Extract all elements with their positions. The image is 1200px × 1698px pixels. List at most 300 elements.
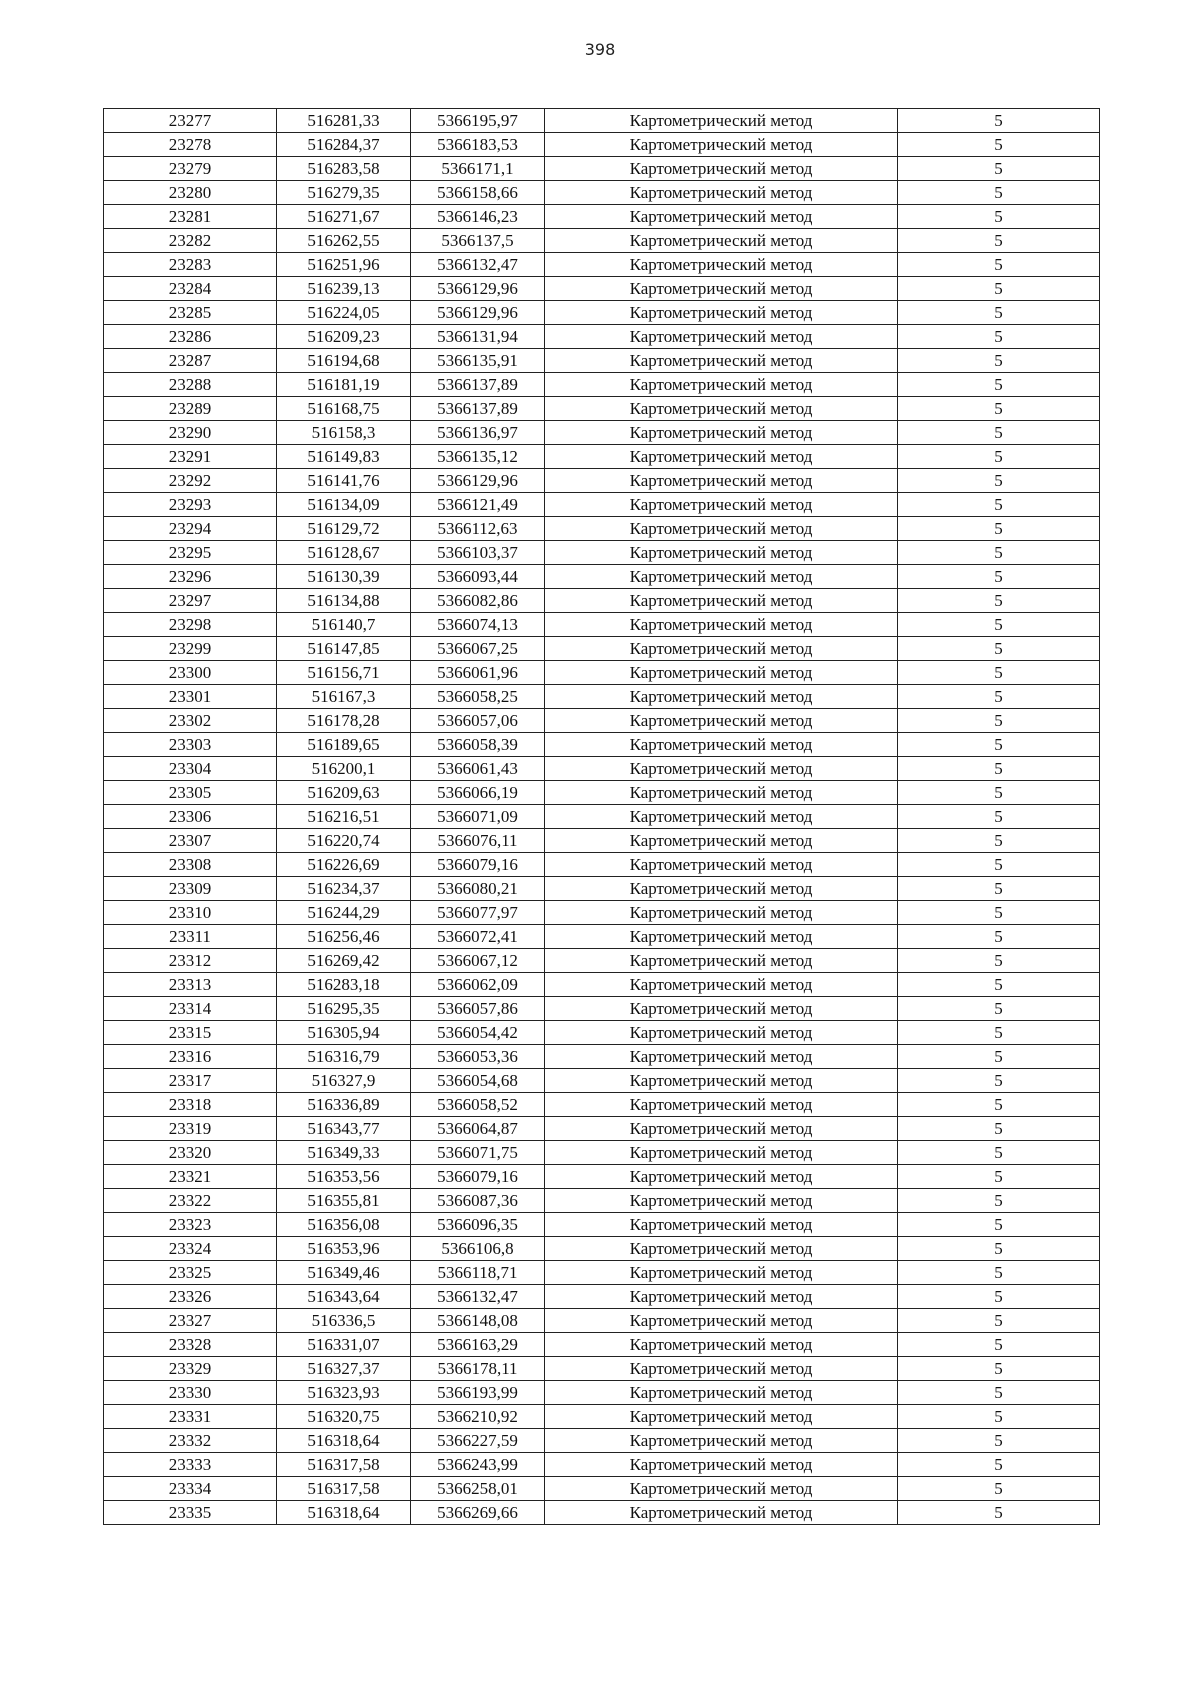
point-number-cell: 23299 <box>104 637 277 661</box>
table-row <box>104 805 1100 829</box>
table-row <box>104 325 1100 349</box>
method-cell: Картометрический метод <box>545 349 898 373</box>
method-cell: Картометрический метод <box>545 325 898 349</box>
method-cell: Картометрический метод <box>545 1501 898 1525</box>
point-number-cell: 23317 <box>104 1069 277 1093</box>
method-cell: Картометрический метод <box>545 973 898 997</box>
table-row <box>104 685 1100 709</box>
table-row <box>104 421 1100 445</box>
y-coordinate-cell: 5366129,96 <box>411 469 545 493</box>
method-cell: Картометрический метод <box>545 589 898 613</box>
point-number-cell: 23323 <box>104 1213 277 1237</box>
x-coordinate-cell: 516209,23 <box>277 325 411 349</box>
point-number-cell: 23324 <box>104 1237 277 1261</box>
point-number-cell: 23302 <box>104 709 277 733</box>
y-coordinate-cell: 5366171,1 <box>411 157 545 181</box>
method-cell: Картометрический метод <box>545 1069 898 1093</box>
accuracy-cell: 5 <box>898 1309 1100 1333</box>
accuracy-cell: 5 <box>898 877 1100 901</box>
accuracy-cell: 5 <box>898 1261 1100 1285</box>
x-coordinate-cell: 516283,58 <box>277 157 411 181</box>
x-coordinate-cell: 516158,3 <box>277 421 411 445</box>
point-number-cell: 23321 <box>104 1165 277 1189</box>
x-coordinate-cell: 516336,5 <box>277 1309 411 1333</box>
method-cell: Картометрический метод <box>545 1285 898 1309</box>
accuracy-cell: 5 <box>898 1357 1100 1381</box>
table-row <box>104 589 1100 613</box>
point-number-cell: 23300 <box>104 661 277 685</box>
x-coordinate-cell: 516316,79 <box>277 1045 411 1069</box>
y-coordinate-cell: 5366072,41 <box>411 925 545 949</box>
table-row <box>104 1117 1100 1141</box>
point-number-cell: 23286 <box>104 325 277 349</box>
point-number-cell: 23318 <box>104 1093 277 1117</box>
accuracy-cell: 5 <box>898 1093 1100 1117</box>
point-number-cell: 23310 <box>104 901 277 925</box>
method-cell: Картометрический метод <box>545 1093 898 1117</box>
table-row <box>104 973 1100 997</box>
y-coordinate-cell: 5366058,39 <box>411 733 545 757</box>
method-cell: Картометрический метод <box>545 469 898 493</box>
table-row <box>104 1381 1100 1405</box>
table-row <box>104 1285 1100 1309</box>
accuracy-cell: 5 <box>898 925 1100 949</box>
accuracy-cell: 5 <box>898 1021 1100 1045</box>
x-coordinate-cell: 516234,37 <box>277 877 411 901</box>
accuracy-cell: 5 <box>898 1117 1100 1141</box>
table-row <box>104 1189 1100 1213</box>
method-cell: Картометрический метод <box>545 133 898 157</box>
point-number-cell: 23278 <box>104 133 277 157</box>
point-number-cell: 23316 <box>104 1045 277 1069</box>
x-coordinate-cell: 516281,33 <box>277 109 411 133</box>
y-coordinate-cell: 5366148,08 <box>411 1309 545 1333</box>
y-coordinate-cell: 5366195,97 <box>411 109 545 133</box>
accuracy-cell: 5 <box>898 1501 1100 1525</box>
point-number-cell: 23320 <box>104 1141 277 1165</box>
table-row <box>104 1261 1100 1285</box>
table-row <box>104 1477 1100 1501</box>
y-coordinate-cell: 5366074,13 <box>411 613 545 637</box>
accuracy-cell: 5 <box>898 133 1100 157</box>
method-cell: Картометрический метод <box>545 997 898 1021</box>
point-number-cell: 23311 <box>104 925 277 949</box>
point-number-cell: 23326 <box>104 1285 277 1309</box>
page-number: 398 <box>584 40 616 59</box>
point-number-cell: 23288 <box>104 373 277 397</box>
point-number-cell: 23313 <box>104 973 277 997</box>
method-cell: Картометрический метод <box>545 949 898 973</box>
accuracy-cell: 5 <box>898 1189 1100 1213</box>
table-row <box>104 733 1100 757</box>
x-coordinate-cell: 516189,65 <box>277 733 411 757</box>
table-row <box>104 829 1100 853</box>
y-coordinate-cell: 5366163,29 <box>411 1333 545 1357</box>
table-row <box>104 277 1100 301</box>
method-cell: Картометрический метод <box>545 1405 898 1429</box>
y-coordinate-cell: 5366053,36 <box>411 1045 545 1069</box>
method-cell: Картометрический метод <box>545 1045 898 1069</box>
accuracy-cell: 5 <box>898 325 1100 349</box>
method-cell: Картометрический метод <box>545 301 898 325</box>
point-number-cell: 23279 <box>104 157 277 181</box>
point-number-cell: 23277 <box>104 109 277 133</box>
table-row <box>104 661 1100 685</box>
x-coordinate-cell: 516156,71 <box>277 661 411 685</box>
table-row <box>104 1429 1100 1453</box>
coordinates-table-body <box>104 109 1100 1525</box>
point-number-cell: 23281 <box>104 205 277 229</box>
x-coordinate-cell: 516244,29 <box>277 901 411 925</box>
point-number-cell: 23334 <box>104 1477 277 1501</box>
y-coordinate-cell: 5366058,25 <box>411 685 545 709</box>
point-number-cell: 23329 <box>104 1357 277 1381</box>
x-coordinate-cell: 516141,76 <box>277 469 411 493</box>
y-coordinate-cell: 5366135,12 <box>411 445 545 469</box>
x-coordinate-cell: 516284,37 <box>277 133 411 157</box>
point-number-cell: 23291 <box>104 445 277 469</box>
point-number-cell: 23332 <box>104 1429 277 1453</box>
table-row <box>104 1357 1100 1381</box>
x-coordinate-cell: 516194,68 <box>277 349 411 373</box>
x-coordinate-cell: 516269,42 <box>277 949 411 973</box>
accuracy-cell: 5 <box>898 373 1100 397</box>
accuracy-cell: 5 <box>898 1069 1100 1093</box>
coordinates-table <box>103 108 1100 1525</box>
accuracy-cell: 5 <box>898 949 1100 973</box>
y-coordinate-cell: 5366076,11 <box>411 829 545 853</box>
accuracy-cell: 5 <box>898 829 1100 853</box>
point-number-cell: 23293 <box>104 493 277 517</box>
table-row <box>104 949 1100 973</box>
x-coordinate-cell: 516178,28 <box>277 709 411 733</box>
table-row <box>104 781 1100 805</box>
table-row <box>104 1309 1100 1333</box>
y-coordinate-cell: 5366093,44 <box>411 565 545 589</box>
y-coordinate-cell: 5366129,96 <box>411 277 545 301</box>
y-coordinate-cell: 5366054,42 <box>411 1021 545 1045</box>
x-coordinate-cell: 516318,64 <box>277 1429 411 1453</box>
point-number-cell: 23297 <box>104 589 277 613</box>
table-row <box>104 757 1100 781</box>
table-row <box>104 565 1100 589</box>
accuracy-cell: 5 <box>898 637 1100 661</box>
table-row <box>104 397 1100 421</box>
method-cell: Картометрический метод <box>545 1477 898 1501</box>
method-cell: Картометрический метод <box>545 853 898 877</box>
table-row <box>104 133 1100 157</box>
table-row <box>104 1501 1100 1525</box>
table-row <box>104 469 1100 493</box>
accuracy-cell: 5 <box>898 493 1100 517</box>
accuracy-cell: 5 <box>898 1381 1100 1405</box>
x-coordinate-cell: 516209,63 <box>277 781 411 805</box>
y-coordinate-cell: 5366067,12 <box>411 949 545 973</box>
method-cell: Картометрический метод <box>545 829 898 853</box>
x-coordinate-cell: 516134,88 <box>277 589 411 613</box>
table-row <box>104 157 1100 181</box>
method-cell: Картометрический метод <box>545 637 898 661</box>
y-coordinate-cell: 5366061,43 <box>411 757 545 781</box>
accuracy-cell: 5 <box>898 901 1100 925</box>
y-coordinate-cell: 5366137,89 <box>411 373 545 397</box>
accuracy-cell: 5 <box>898 253 1100 277</box>
x-coordinate-cell: 516140,7 <box>277 613 411 637</box>
y-coordinate-cell: 5366061,96 <box>411 661 545 685</box>
accuracy-cell: 5 <box>898 1429 1100 1453</box>
method-cell: Картометрический метод <box>545 517 898 541</box>
table-row <box>104 925 1100 949</box>
table-row <box>104 349 1100 373</box>
method-cell: Картометрический метод <box>545 109 898 133</box>
x-coordinate-cell: 516149,83 <box>277 445 411 469</box>
y-coordinate-cell: 5366121,49 <box>411 493 545 517</box>
y-coordinate-cell: 5366079,16 <box>411 1165 545 1189</box>
x-coordinate-cell: 516130,39 <box>277 565 411 589</box>
y-coordinate-cell: 5366066,19 <box>411 781 545 805</box>
point-number-cell: 23290 <box>104 421 277 445</box>
point-number-cell: 23301 <box>104 685 277 709</box>
x-coordinate-cell: 516251,96 <box>277 253 411 277</box>
method-cell: Картометрический метод <box>545 373 898 397</box>
accuracy-cell: 5 <box>898 1237 1100 1261</box>
accuracy-cell: 5 <box>898 757 1100 781</box>
method-cell: Картометрический метод <box>545 253 898 277</box>
table-row <box>104 253 1100 277</box>
x-coordinate-cell: 516167,3 <box>277 685 411 709</box>
table-row <box>104 613 1100 637</box>
accuracy-cell: 5 <box>898 229 1100 253</box>
y-coordinate-cell: 5366269,66 <box>411 1501 545 1525</box>
table-row <box>104 373 1100 397</box>
y-coordinate-cell: 5366057,06 <box>411 709 545 733</box>
accuracy-cell: 5 <box>898 541 1100 565</box>
point-number-cell: 23304 <box>104 757 277 781</box>
accuracy-cell: 5 <box>898 565 1100 589</box>
accuracy-cell: 5 <box>898 1453 1100 1477</box>
accuracy-cell: 5 <box>898 661 1100 685</box>
method-cell: Картометрический метод <box>545 757 898 781</box>
method-cell: Картометрический метод <box>545 1309 898 1333</box>
method-cell: Картометрический метод <box>545 1333 898 1357</box>
point-number-cell: 23325 <box>104 1261 277 1285</box>
x-coordinate-cell: 516279,35 <box>277 181 411 205</box>
x-coordinate-cell: 516331,07 <box>277 1333 411 1357</box>
table-row <box>104 181 1100 205</box>
point-number-cell: 23335 <box>104 1501 277 1525</box>
accuracy-cell: 5 <box>898 685 1100 709</box>
accuracy-cell: 5 <box>898 181 1100 205</box>
method-cell: Картометрический метод <box>545 613 898 637</box>
y-coordinate-cell: 5366135,91 <box>411 349 545 373</box>
point-number-cell: 23289 <box>104 397 277 421</box>
table-row <box>104 1141 1100 1165</box>
y-coordinate-cell: 5366118,71 <box>411 1261 545 1285</box>
table-row <box>104 637 1100 661</box>
table-row <box>104 229 1100 253</box>
table-row <box>104 493 1100 517</box>
point-number-cell: 23282 <box>104 229 277 253</box>
y-coordinate-cell: 5366227,59 <box>411 1429 545 1453</box>
y-coordinate-cell: 5366079,16 <box>411 853 545 877</box>
y-coordinate-cell: 5366064,87 <box>411 1117 545 1141</box>
method-cell: Картометрический метод <box>545 1213 898 1237</box>
table-row <box>104 1165 1100 1189</box>
y-coordinate-cell: 5366082,86 <box>411 589 545 613</box>
method-cell: Картометрический метод <box>545 1261 898 1285</box>
point-number-cell: 23319 <box>104 1117 277 1141</box>
point-number-cell: 23315 <box>104 1021 277 1045</box>
x-coordinate-cell: 516317,58 <box>277 1453 411 1477</box>
table-row <box>104 901 1100 925</box>
x-coordinate-cell: 516220,74 <box>277 829 411 853</box>
table-row <box>104 517 1100 541</box>
accuracy-cell: 5 <box>898 589 1100 613</box>
method-cell: Картометрический метод <box>545 397 898 421</box>
method-cell: Картометрический метод <box>545 229 898 253</box>
method-cell: Картометрический метод <box>545 733 898 757</box>
accuracy-cell: 5 <box>898 349 1100 373</box>
accuracy-cell: 5 <box>898 805 1100 829</box>
x-coordinate-cell: 516343,64 <box>277 1285 411 1309</box>
x-coordinate-cell: 516327,37 <box>277 1357 411 1381</box>
x-coordinate-cell: 516168,75 <box>277 397 411 421</box>
accuracy-cell: 5 <box>898 613 1100 637</box>
x-coordinate-cell: 516317,58 <box>277 1477 411 1501</box>
method-cell: Картометрический метод <box>545 445 898 469</box>
accuracy-cell: 5 <box>898 997 1100 1021</box>
y-coordinate-cell: 5366131,94 <box>411 325 545 349</box>
accuracy-cell: 5 <box>898 1165 1100 1189</box>
y-coordinate-cell: 5366258,01 <box>411 1477 545 1501</box>
method-cell: Картометрический метод <box>545 1429 898 1453</box>
y-coordinate-cell: 5366071,09 <box>411 805 545 829</box>
x-coordinate-cell: 516128,67 <box>277 541 411 565</box>
y-coordinate-cell: 5366087,36 <box>411 1189 545 1213</box>
x-coordinate-cell: 516239,13 <box>277 277 411 301</box>
y-coordinate-cell: 5366077,97 <box>411 901 545 925</box>
method-cell: Картометрический метод <box>545 781 898 805</box>
point-number-cell: 23294 <box>104 517 277 541</box>
y-coordinate-cell: 5366193,99 <box>411 1381 545 1405</box>
method-cell: Картометрический метод <box>545 709 898 733</box>
x-coordinate-cell: 516353,56 <box>277 1165 411 1189</box>
table-row <box>104 1333 1100 1357</box>
x-coordinate-cell: 516147,85 <box>277 637 411 661</box>
x-coordinate-cell: 516129,72 <box>277 517 411 541</box>
y-coordinate-cell: 5366146,23 <box>411 205 545 229</box>
table-row <box>104 877 1100 901</box>
method-cell: Картометрический метод <box>545 1117 898 1141</box>
accuracy-cell: 5 <box>898 853 1100 877</box>
table-row <box>104 445 1100 469</box>
y-coordinate-cell: 5366178,11 <box>411 1357 545 1381</box>
table-row <box>104 205 1100 229</box>
point-number-cell: 23292 <box>104 469 277 493</box>
accuracy-cell: 5 <box>898 109 1100 133</box>
x-coordinate-cell: 516336,89 <box>277 1093 411 1117</box>
point-number-cell: 23283 <box>104 253 277 277</box>
method-cell: Картометрический метод <box>545 1021 898 1045</box>
x-coordinate-cell: 516343,77 <box>277 1117 411 1141</box>
point-number-cell: 23309 <box>104 877 277 901</box>
method-cell: Картометрический метод <box>545 1237 898 1261</box>
table-row <box>104 1405 1100 1429</box>
y-coordinate-cell: 5366096,35 <box>411 1213 545 1237</box>
accuracy-cell: 5 <box>898 157 1100 181</box>
accuracy-cell: 5 <box>898 1333 1100 1357</box>
x-coordinate-cell: 516295,35 <box>277 997 411 1021</box>
x-coordinate-cell: 516181,19 <box>277 373 411 397</box>
point-number-cell: 23331 <box>104 1405 277 1429</box>
x-coordinate-cell: 516134,09 <box>277 493 411 517</box>
x-coordinate-cell: 516262,55 <box>277 229 411 253</box>
accuracy-cell: 5 <box>898 973 1100 997</box>
table-row <box>104 1045 1100 1069</box>
accuracy-cell: 5 <box>898 397 1100 421</box>
table-row <box>104 997 1100 1021</box>
y-coordinate-cell: 5366071,75 <box>411 1141 545 1165</box>
x-coordinate-cell: 516256,46 <box>277 925 411 949</box>
point-number-cell: 23312 <box>104 949 277 973</box>
method-cell: Картометрический метод <box>545 181 898 205</box>
table-row <box>104 109 1100 133</box>
y-coordinate-cell: 5366137,5 <box>411 229 545 253</box>
method-cell: Картометрический метод <box>545 493 898 517</box>
y-coordinate-cell: 5366103,37 <box>411 541 545 565</box>
accuracy-cell: 5 <box>898 301 1100 325</box>
point-number-cell: 23285 <box>104 301 277 325</box>
point-number-cell: 23284 <box>104 277 277 301</box>
method-cell: Картометрический метод <box>545 1165 898 1189</box>
accuracy-cell: 5 <box>898 421 1100 445</box>
y-coordinate-cell: 5366136,97 <box>411 421 545 445</box>
table-row <box>104 1237 1100 1261</box>
table-row <box>104 301 1100 325</box>
x-coordinate-cell: 516318,64 <box>277 1501 411 1525</box>
x-coordinate-cell: 516323,93 <box>277 1381 411 1405</box>
y-coordinate-cell: 5366183,53 <box>411 133 545 157</box>
x-coordinate-cell: 516283,18 <box>277 973 411 997</box>
y-coordinate-cell: 5366137,89 <box>411 397 545 421</box>
x-coordinate-cell: 516305,94 <box>277 1021 411 1045</box>
method-cell: Картометрический метод <box>545 1189 898 1213</box>
accuracy-cell: 5 <box>898 1477 1100 1501</box>
y-coordinate-cell: 5366080,21 <box>411 877 545 901</box>
point-number-cell: 23306 <box>104 805 277 829</box>
accuracy-cell: 5 <box>898 277 1100 301</box>
y-coordinate-cell: 5366243,99 <box>411 1453 545 1477</box>
method-cell: Картометрический метод <box>545 661 898 685</box>
x-coordinate-cell: 516216,51 <box>277 805 411 829</box>
y-coordinate-cell: 5366054,68 <box>411 1069 545 1093</box>
method-cell: Картометрический метод <box>545 877 898 901</box>
y-coordinate-cell: 5366129,96 <box>411 301 545 325</box>
point-number-cell: 23314 <box>104 997 277 1021</box>
y-coordinate-cell: 5366067,25 <box>411 637 545 661</box>
method-cell: Картометрический метод <box>545 685 898 709</box>
method-cell: Картометрический метод <box>545 805 898 829</box>
y-coordinate-cell: 5366057,86 <box>411 997 545 1021</box>
accuracy-cell: 5 <box>898 205 1100 229</box>
point-number-cell: 23322 <box>104 1189 277 1213</box>
x-coordinate-cell: 516349,33 <box>277 1141 411 1165</box>
table-row <box>104 1093 1100 1117</box>
method-cell: Картометрический метод <box>545 925 898 949</box>
point-number-cell: 23305 <box>104 781 277 805</box>
accuracy-cell: 5 <box>898 1213 1100 1237</box>
method-cell: Картометрический метод <box>545 565 898 589</box>
